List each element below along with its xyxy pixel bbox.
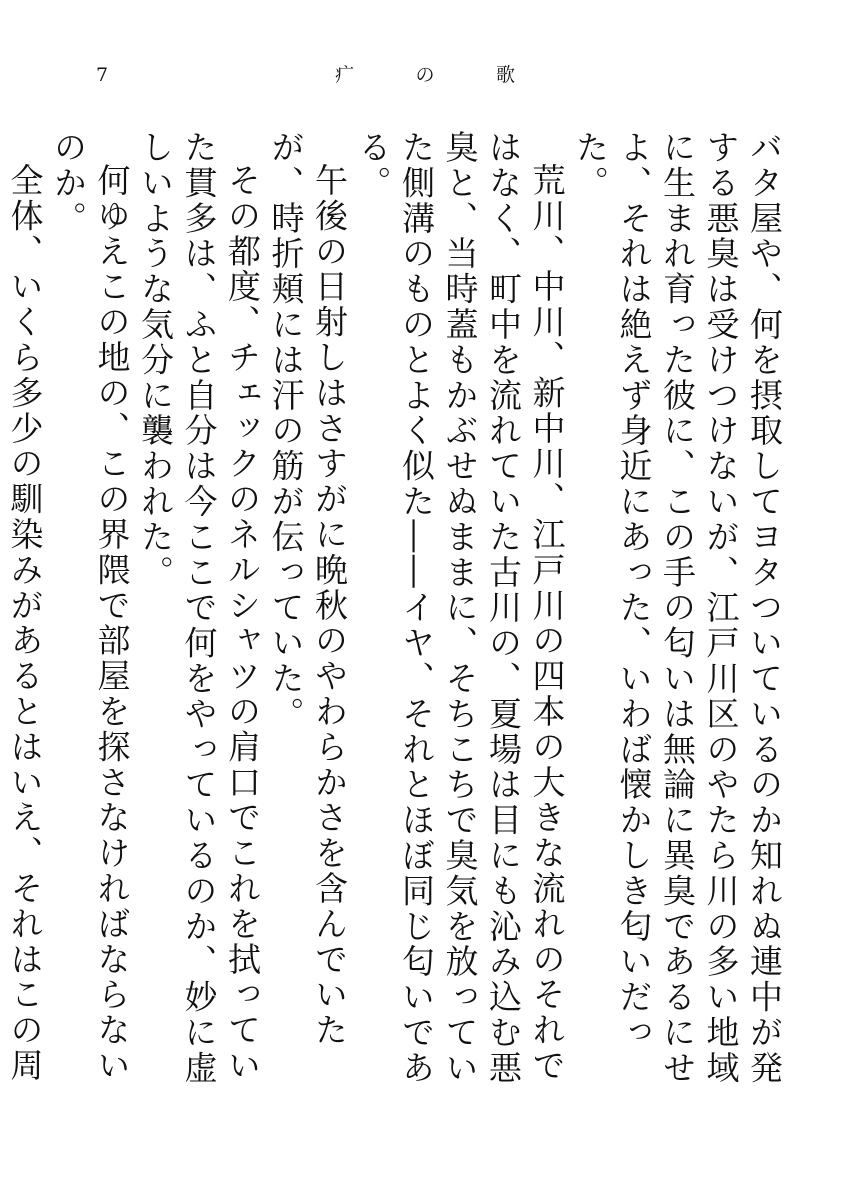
paragraph-4: その都度、チェックのネルシャツの肩口でこれを拭っていた貫多は、ふと自分は今ここで何をやっているのか、妙に虚しいような気分に襲われた。 bbox=[136, 130, 262, 1086]
running-title-char-1: 疒 bbox=[335, 64, 355, 86]
paragraph-5: 何ゆえこの地の、この界隈で部屋を探さなければならないのか。 bbox=[49, 130, 132, 1084]
paragraph-1: バタ屋や、何を摂取してヨタついているのか知れぬ連中が発する悪臭は受けつけないが、江戸川区のやたら川の多い地域に生まれ育った彼に、この手の匂いは無論に異臭であるにせよ、それは絶えず身近にあった、いわば懐かしき匂いだった。 bbox=[571, 130, 784, 1086]
running-title bbox=[335, 66, 515, 85]
paragraph-3: 午後の日射しはさすがに晩秋のやわらかさを含んでいたが、時折頬には汗の筋が伝っていた。 bbox=[266, 130, 349, 1048]
vertical-text-body bbox=[5, 130, 786, 1105]
paragraph-6: 全体、いくら多少の馴染みがあるとはいえ、それはこの周 bbox=[5, 163, 45, 1084]
paragraph-2: 荒川、中川、新中川、江戸川の四本の大きな流れのそれではなく、町中を流れていた古川の、夏場は目にも沁み込む悪臭と、当時蓋もかぶせぬままに、そちこちで臭気を放っていた側溝のものとよく似た――イヤ、それとほぼ同じ匂いである。 bbox=[353, 130, 567, 1086]
running-title-char-2: の bbox=[415, 64, 435, 86]
page-number: 7 bbox=[96, 64, 109, 86]
running-title-char-3: 歌 bbox=[495, 64, 515, 86]
